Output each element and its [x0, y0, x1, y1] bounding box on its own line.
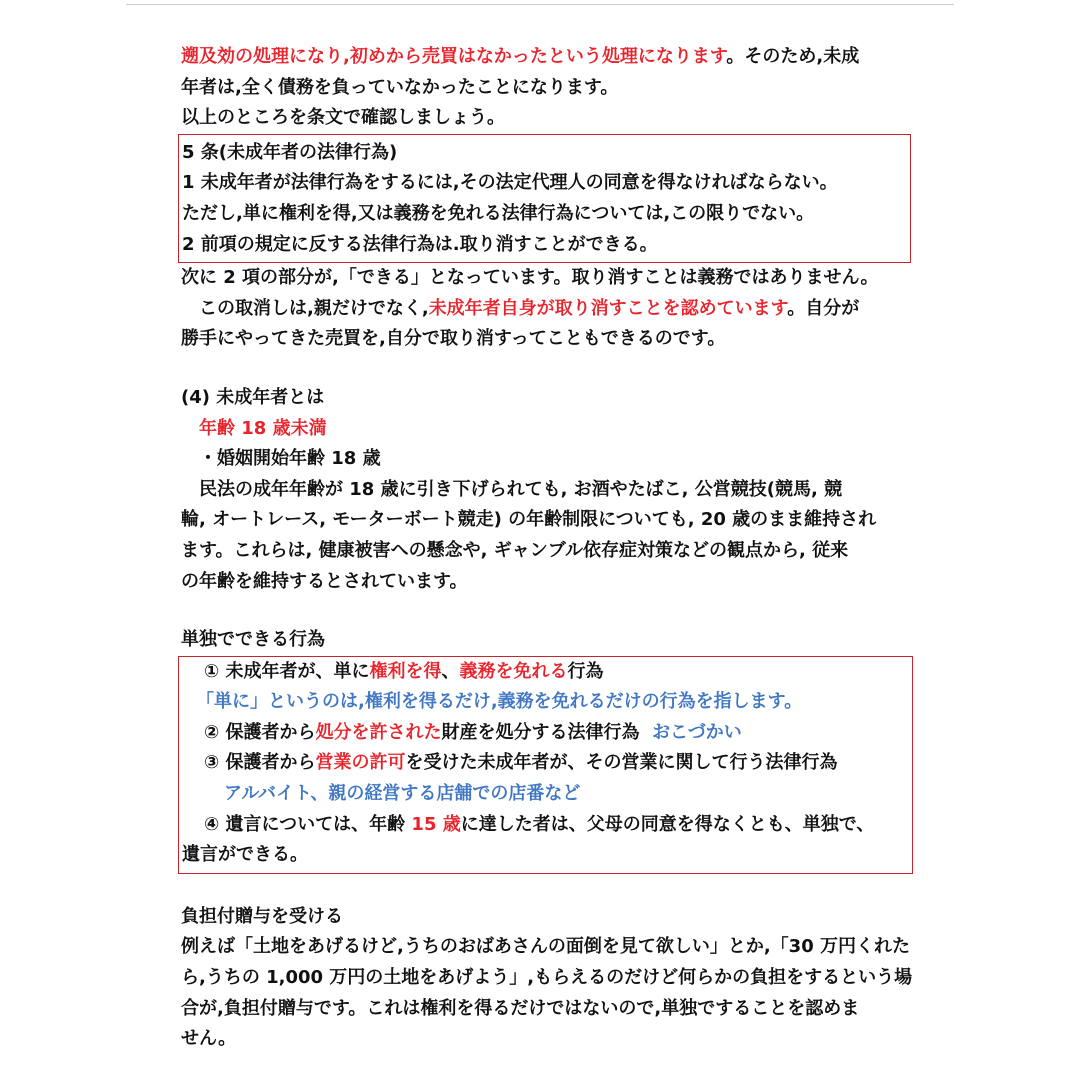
solo-item-1-note: 「単に」というのは,権利を得るだけ,義務を免れるだけの行為を指します。	[196, 691, 803, 713]
burden-line-3: 合が,負担付贈与です。これは権利を得るだけではないので,単独ですることを認めま	[181, 997, 860, 1019]
text: 。自分が	[787, 297, 860, 319]
solo-item-1	[182, 657, 912, 688]
highlight-text: 未成年者自身が取り消すことを認めています	[428, 297, 788, 319]
marriage-age: ・婚姻開始年齢 18 歳	[199, 448, 381, 470]
solo-item-4	[182, 810, 912, 841]
solo-item-2	[182, 718, 912, 749]
burden-line-2: ら,うちの 1,000 万円の土地をあげよう」,もらえるのだけど何らかの負担をするという場	[181, 967, 913, 989]
highlight-text: 権利を得	[369, 660, 442, 682]
text: 財産を処分する法律行為	[441, 721, 640, 743]
text: 、	[441, 660, 460, 682]
solo-item-3	[182, 748, 912, 779]
highlight-text: 処分を許された	[315, 721, 442, 743]
article-title: 5 条(未成年者の法律行為)	[182, 141, 398, 163]
highlight-text: 遡及効の処理になり,初めから売買はなかったという処理になります	[181, 46, 727, 67]
after-line-2	[181, 294, 921, 325]
burden-line-1: 例えば「土地をあげるけど,うちのおばあさんの面倒を見て欲しい」とか,「30 万円くれた	[181, 936, 910, 958]
highlight-text: 15 歳	[411, 813, 461, 835]
section-heading: (4) 未成年者とは	[181, 386, 325, 408]
text: この取消しは,親だけでなく,	[181, 297, 429, 319]
section-paragraph-line-3: ます。これらは, 健康被害への懸念や, ギャンブル依存症対策などの観点から, 従来	[181, 539, 849, 561]
article-paragraph-1b: ただし,単に権利を得,又は義務を免れる法律行為については,この限りでない。	[182, 202, 815, 224]
solo-item-3-note: アルバイト、親の経営する店舗での店番など	[224, 783, 581, 805]
text: に達した者は、父母の同意を得なくとも、単独で、	[460, 813, 875, 835]
section-paragraph-line-1: 民法の成年年齢が 18 歳に引き下げられても, お酒やたばこ, 公営競技(競馬, 競	[199, 478, 843, 500]
text: ② 保護者から	[204, 721, 316, 743]
section-paragraph-line-2: 輪, オートレース, モーターボート競走) の年齢制限についても, 20 歳のまま維持され	[181, 509, 877, 531]
highlight-text: 義務を免れる	[459, 660, 568, 682]
intro-line-2: 年者は,全く債務を負っていなかったことになります。	[181, 76, 619, 98]
solo-heading: 単独でできる行為	[181, 629, 325, 651]
age-definition: 年齢 18 歳未満	[199, 417, 327, 439]
after-line-1: 次に 2 項の部分が,「できる」となっています。取り消すことは義務ではありません。	[181, 267, 879, 289]
section-paragraph-line-4: の年齢を維持するとされています。	[181, 570, 468, 592]
article-paragraph-2: 2 前項の規定に反する法律行為は.取り消すことができる。	[182, 233, 658, 255]
intro-line-3: 以上のところを条文で確認しましょう。	[181, 107, 505, 129]
text: を受けた未成年者が、その営業に関して行う法律行為	[405, 752, 838, 774]
solo-box	[178, 656, 913, 874]
example-note: おこづかい	[652, 721, 742, 743]
after-line-3: 勝手にやってきた売買を,自分で取り消すってこともできるのです。	[181, 328, 726, 350]
solo-item-4-line-2: 遺言ができる。	[182, 844, 308, 866]
burden-line-4: せん。	[181, 1028, 237, 1050]
intro-line-1	[181, 42, 921, 73]
top-divider	[126, 4, 954, 5]
text: ③ 保護者から	[204, 752, 316, 774]
spacer	[181, 874, 921, 902]
text: ① 未成年者が、単に	[204, 660, 370, 682]
article-paragraph-1: 1 未成年者が法律行為をするには,その法定代理人の同意を得なければならない。	[182, 172, 838, 194]
document-page	[181, 42, 921, 1055]
text: 。そのため,未成	[726, 46, 860, 67]
spacer	[181, 597, 921, 625]
burden-heading: 負担付贈与を受ける	[181, 905, 343, 927]
text: 行為	[567, 660, 604, 682]
article-box	[178, 134, 911, 263]
text: ④ 遺言については、年齢	[204, 813, 412, 835]
highlight-text: 営業の許可	[315, 752, 406, 774]
spacer	[181, 355, 921, 383]
